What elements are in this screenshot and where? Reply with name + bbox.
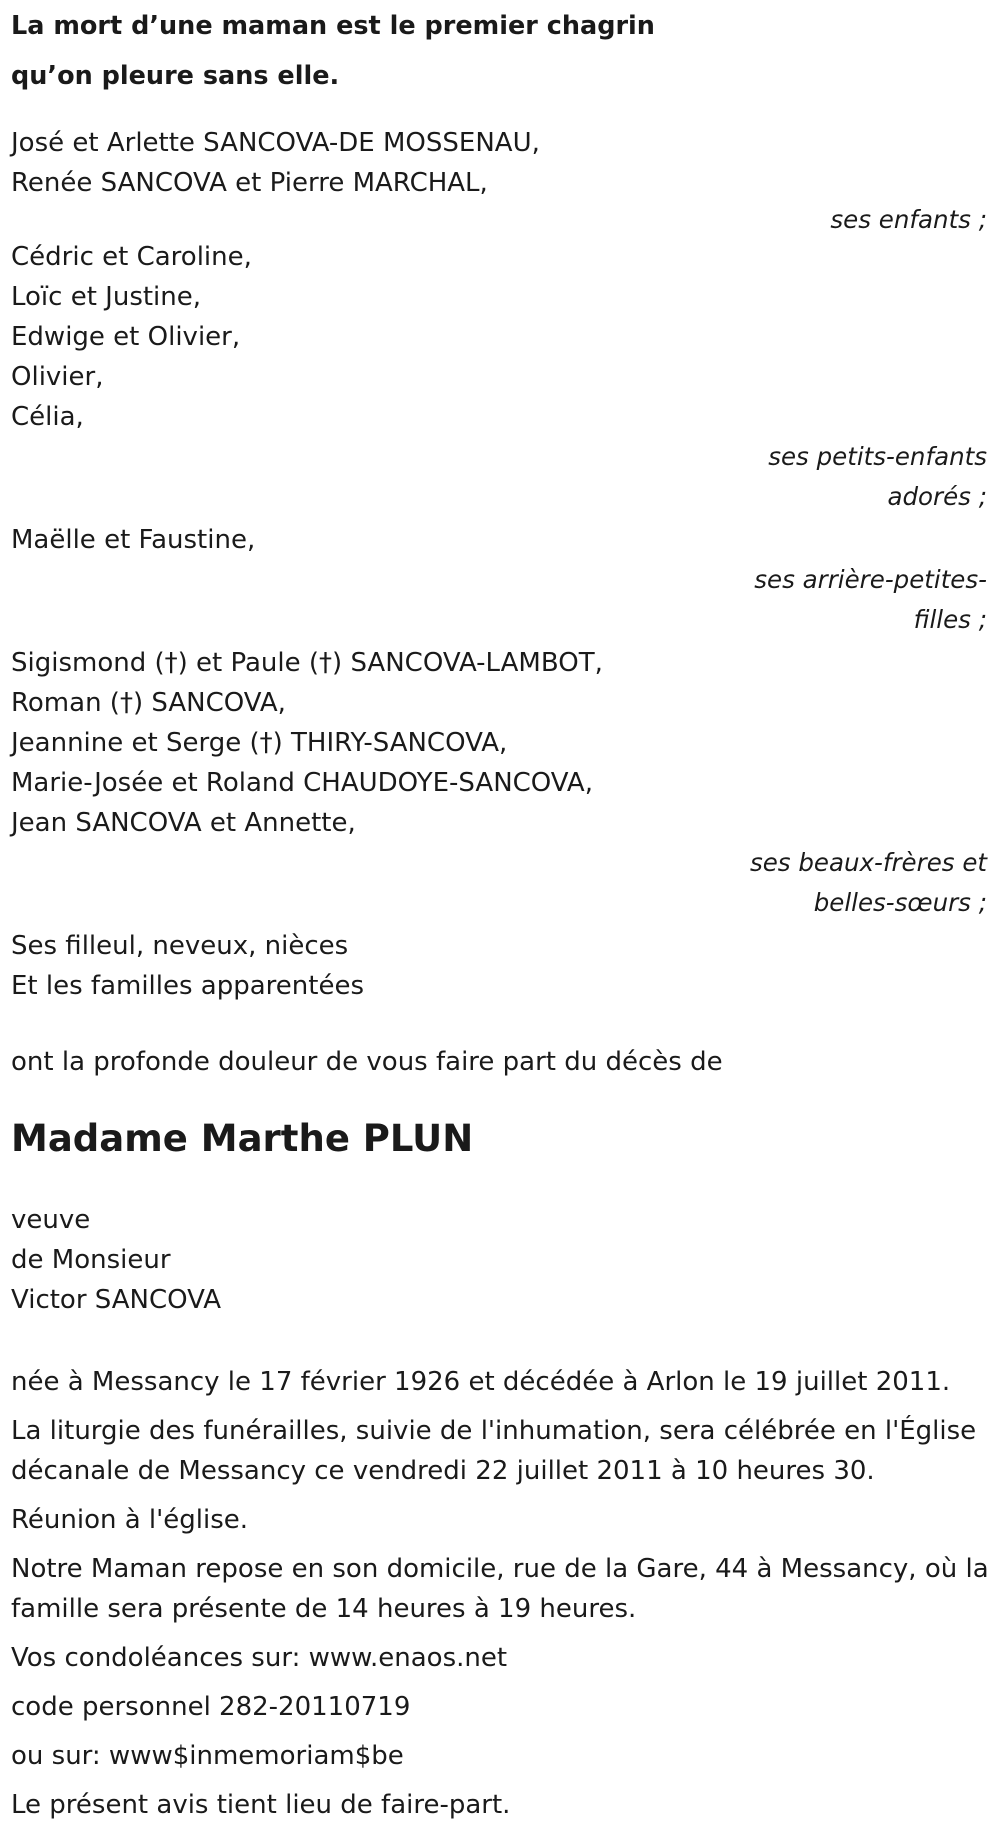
alternate-website: ou sur: www$inmemoriam$be <box>11 1741 404 1771</box>
visitation-info: Notre Maman repose en son domicile, rue de la Gare, 44 à Messancy, où la famille sera présente de 14 heures à 19 heures. <box>11 1554 989 1624</box>
relation-label: ses petits-enfants <box>768 442 987 471</box>
church-meeting: Réunion à l'église. <box>11 1505 249 1535</box>
widow-of <box>11 1200 989 1320</box>
family-member: Edwige et Olivier, <box>11 322 241 352</box>
in-laws-group <box>11 643 989 923</box>
family-member: Cédric et Caroline, <box>11 242 252 272</box>
relation-label: ses beaux-frères et <box>749 848 987 877</box>
family-member: Roman (†) SANCOVA, <box>11 688 286 718</box>
children-group <box>11 123 989 237</box>
deceased-name: Madame Marthe PLUN <box>11 1117 474 1160</box>
family-member: Jean SANCOVA et Annette, <box>11 808 356 838</box>
funeral-details <box>11 1362 989 1825</box>
family-member: Et les familles apparentées <box>11 971 365 1001</box>
relation-label: adorés ; <box>887 482 987 511</box>
relation-label: belles-sœurs ; <box>813 888 987 917</box>
quote-line: La mort d’une maman est le premier chagrin <box>11 11 655 41</box>
announcement-text: ont la profonde douleur de vous faire part du décès de <box>11 1047 723 1077</box>
family-member: Sigismond (†) et Paule (†) SANCOVA-LAMBOT, <box>11 648 603 678</box>
obituary-notice <box>11 0 989 1834</box>
family-member: Olivier, <box>11 362 104 392</box>
family-member: Célia, <box>11 402 84 432</box>
widow-line: Victor SANCOVA <box>11 1285 222 1315</box>
family-member: José et Arlette SANCOVA-DE MOSSENAU, <box>11 128 540 158</box>
family-member: Maëlle et Faustine, <box>11 525 256 555</box>
relation-label: ses arrière-petites- <box>754 565 987 594</box>
other-relatives-group <box>11 926 989 1006</box>
widow-line: veuve <box>11 1205 91 1235</box>
family-member: Renée SANCOVA et Pierre MARCHAL, <box>11 168 488 198</box>
epigraph-quote <box>11 1 989 101</box>
personal-code: code personnel 282-20110719 <box>11 1692 411 1722</box>
condolences-website: Vos condoléances sur: www.enaos.net <box>11 1643 508 1673</box>
quote-line: qu’on pleure sans elle. <box>11 61 340 91</box>
family-member: Loïc et Justine, <box>11 282 202 312</box>
birth-death-dates: née à Messancy le 17 février 1926 et décédée à Arlon le 19 juillet 2011. <box>11 1367 951 1397</box>
great-grandchildren-group <box>11 520 989 640</box>
grandchildren-group <box>11 237 989 517</box>
widow-line: de Monsieur <box>11 1245 171 1275</box>
notice-footer: Le présent avis tient lieu de faire-part. <box>11 1790 511 1820</box>
family-member: Marie-Josée et Roland CHAUDOYE-SANCOVA, <box>11 768 593 798</box>
relation-label: ses enfants ; <box>830 205 987 234</box>
relation-label: filles ; <box>913 605 987 634</box>
family-member: Ses filleul, neveux, nièces <box>11 931 349 961</box>
funeral-liturgy: La liturgie des funérailles, suivie de l'inhumation, sera célébrée en l'Église décanale de Messancy ce vendredi 22 juillet 2011 à 10 heures 30. <box>11 1416 977 1486</box>
family-member: Jeannine et Serge (†) THIRY-SANCOVA, <box>11 728 508 758</box>
